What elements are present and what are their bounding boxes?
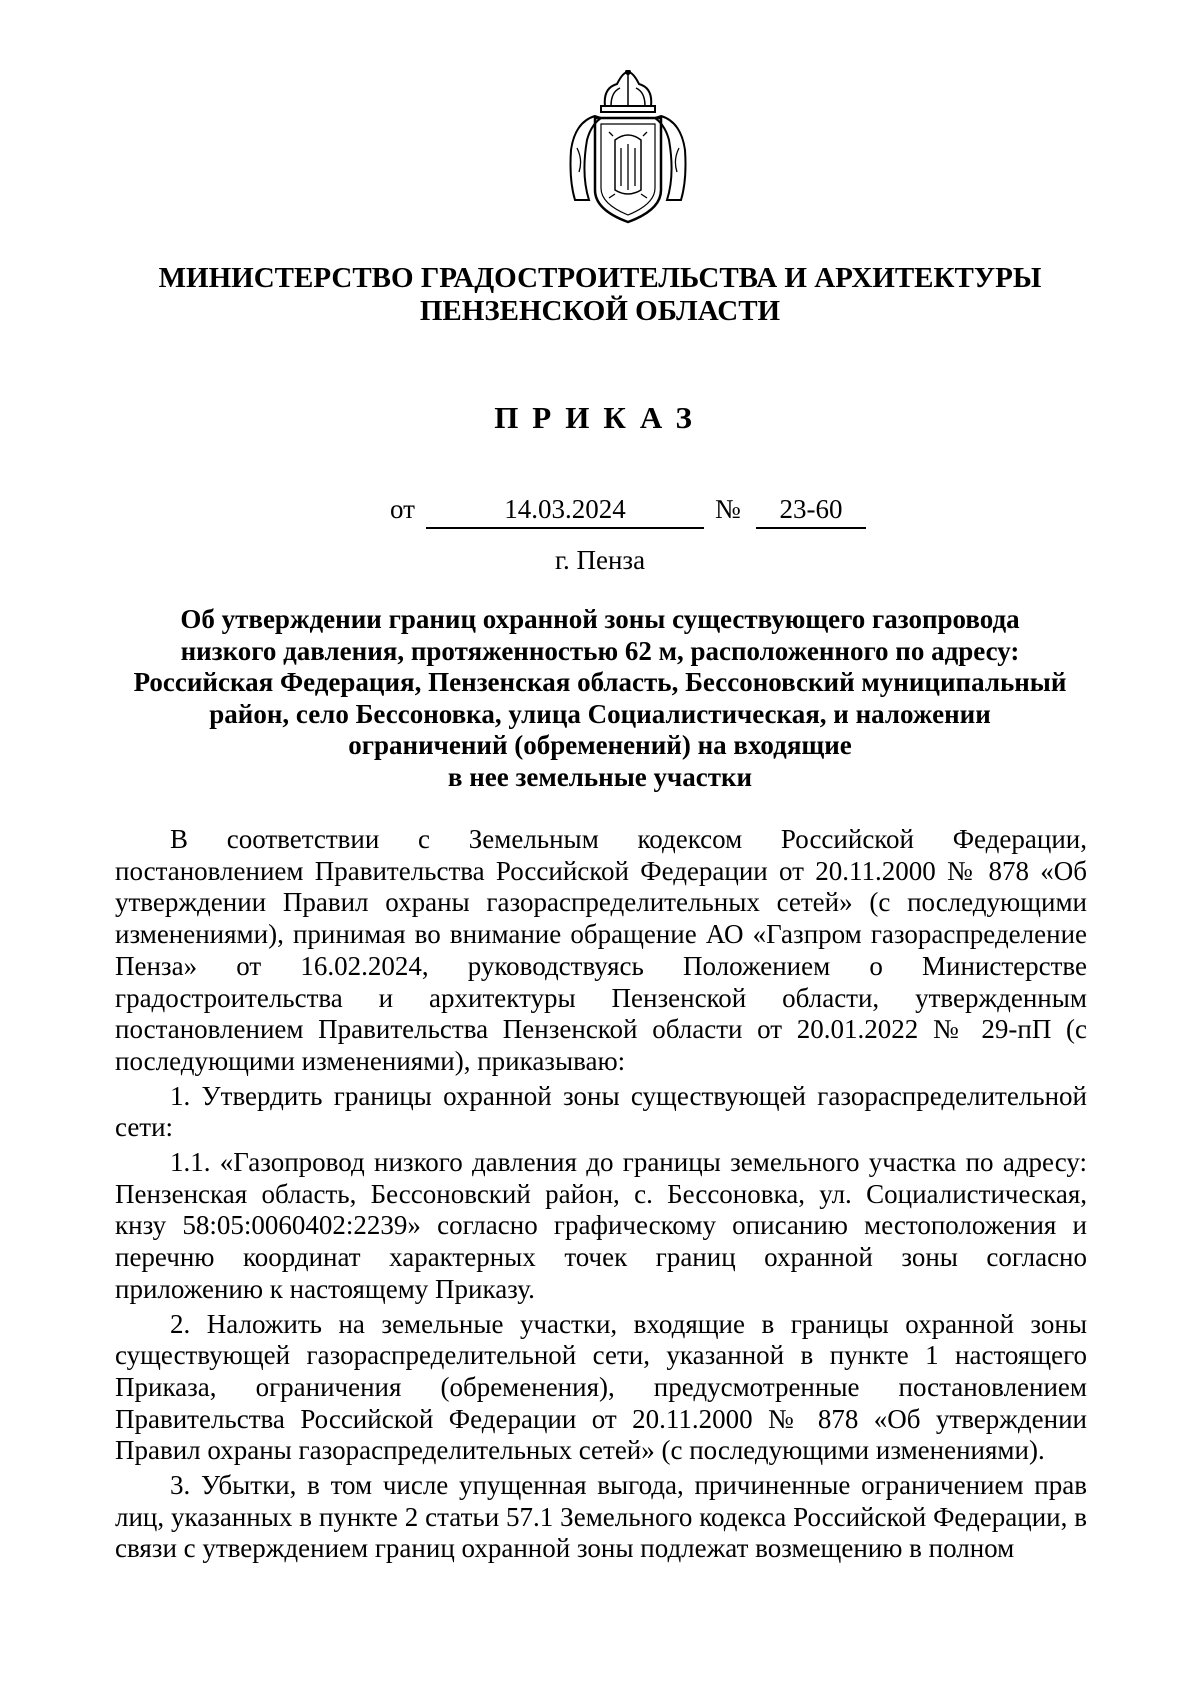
title-line: в нее земельные участки <box>447 761 753 792</box>
item-1-1-paragraph: 1.1. «Газопровод низкого давления до границы земельного участка по адресу: Пензенская область, Бессоновский район, с. Бессоновка, ул. Социалистическая, кнзу 58:05:0060402:2239» согласно графическому описанию местоположения и перечню координат характерных точек границ охранной зоны согласно приложению к настоящему Приказу. <box>115 1147 1087 1304</box>
coat-of-arms-emblem <box>565 70 691 226</box>
order-body <box>115 824 1087 1565</box>
item-2-paragraph: 2. Наложить на земельные участки, входящие в границы охранной зоны существующей газораспределительной сети, указанной в пункте 1 настоящего Приказа, ограничения (обременения), предусмотренные постановлением Правительства Российской Федерации от 20.11.2000 № 878 «Об утверждении Правил охраны газораспределительных сетей» (с последующими изменениями). <box>115 1308 1087 1466</box>
document-type-heading: ПРИКАЗ <box>494 400 706 435</box>
title-line: ограничений (обременений) на входящие <box>348 730 852 761</box>
item-1-paragraph: 1. Утвердить границы охранной зоны существующей газораспределительной сети: <box>115 1080 1087 1143</box>
date-label: от <box>390 494 415 524</box>
number-label: № <box>715 494 741 524</box>
number-field: 23-60 <box>756 494 866 529</box>
title-line: район, село Бессоновка, улица Социалистическая, и наложении <box>209 698 991 729</box>
title-line: низкого давления, протяженностью 62 м, расположенного по адресу: <box>180 635 1020 666</box>
item-3-paragraph: 3. Убытки, в том числе упущенная выгода, причиненные ограничением прав лиц, указанных в пункте 2 статьи 57.1 Земельного кодекса Российской Федерации, в связи с утверждением границ охранной зоны подлежат возмещению в полном <box>115 1470 1087 1564</box>
title-line: Об утверждении границ охранной зоны существующего газопровода <box>180 604 1020 634</box>
date-field: 14.03.2024 <box>426 494 704 529</box>
ministry-name <box>100 262 1100 328</box>
ministry-line-1: МИНИСТЕРСТВО ГРАДОСТРОИТЕЛЬСТВА И АРХИТЕКТУРЫ <box>158 262 1042 294</box>
city-line: г. Пенза <box>554 545 646 575</box>
preamble-paragraph: В соответствии с Земельным кодексом Российской Федерации, постановлением Правительства Российской Федерации от 20.11.2000 № 878 «Об утверждении Правил охраны газораспределительных сетей» (с последующими изменениями), принимая во внимание обращение АО «Газпром газораспределение Пенза» от 16.02.2024, руководствуясь Положением о Министерстве градостроительства и архитектуры Пензенской области, утвержденным постановлением Правительства Пензенской области от 20.01.2022 № 29-пП (с последующими изменениями), приказываю: <box>115 824 1087 1076</box>
title-line: Российская Федерация, Пензенская область, Бессоновский муниципальный <box>133 667 1067 698</box>
ministry-line-2: ПЕНЗЕНСКОЙ ОБЛАСТИ <box>419 295 781 327</box>
order-title <box>100 604 1100 794</box>
